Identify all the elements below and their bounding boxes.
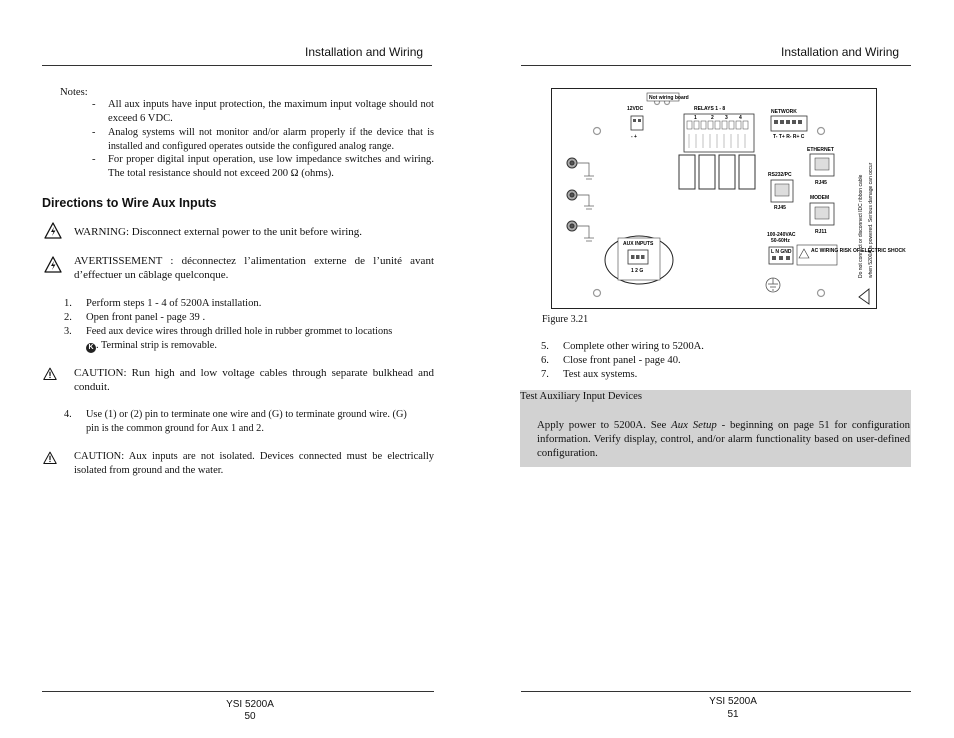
step-number: 4.	[64, 409, 72, 420]
note-dash: -	[92, 127, 96, 138]
figure-label-modem: MODEM	[810, 195, 830, 201]
step-item	[64, 311, 434, 325]
location-marker-k: K	[86, 343, 96, 353]
right-page-number: 51	[727, 709, 739, 720]
notes-label: Notes:	[60, 87, 88, 98]
figure-label-hazard: AC WIRING RISK OF ELECTRIC SHOCK	[811, 248, 906, 254]
caution-icon	[43, 451, 57, 465]
figure-label-power: 100-240VAC	[767, 232, 796, 238]
figure-label-aux-pins: 1 2 G	[631, 268, 644, 274]
section-title: Directions to Wire Aux Inputs	[42, 196, 217, 210]
figure-label-rj45-rs232: RJ45	[774, 205, 786, 211]
step-number: 5.	[541, 341, 549, 352]
figure-ribbon-warning-line2: when 5200A is powered. Serious damage can occur	[868, 162, 874, 278]
step-number: 6.	[541, 355, 549, 366]
figure-label-rj45-ethernet: RJ45	[815, 180, 827, 186]
caution-cables: CAUTION: Run high and low voltage cables through separate bulkhead and conduit.	[74, 367, 434, 393]
test-box-title: Test Auxiliary Input Devices	[520, 391, 642, 402]
step-number: 1.	[64, 298, 72, 309]
note-item	[92, 126, 434, 154]
step-text: Close front panel - page 40.	[563, 355, 681, 366]
caution-isolation: CAUTION: Aux inputs are not isolated. Devices connected must be electrically isolated from ground and the water.	[74, 451, 434, 476]
test-aux-box	[520, 390, 911, 467]
step-text-continued: . Terminal strip is removable.	[96, 340, 217, 351]
caution-icon	[43, 367, 57, 381]
figure-label-rs232: RS232/PC	[768, 172, 792, 178]
step-number: 2.	[64, 312, 72, 323]
wiring-board-figure	[551, 88, 906, 309]
left-running-header: Installation and Wiring	[305, 45, 424, 59]
right-header-rule	[521, 65, 911, 66]
step-item	[64, 297, 434, 311]
figure-label-power-freq: 50-60Hz	[771, 238, 790, 244]
step-item	[64, 325, 434, 353]
note-item	[92, 98, 434, 126]
note-text: All aux inputs have input protection, the maximum input voltage should not exceed 6 VDC.	[108, 99, 434, 124]
right-footer-model: YSI 5200A	[709, 696, 757, 707]
left-page-number: 50	[244, 711, 256, 722]
figure-ribbon-warning-line1: Do not connect or disconnect IDC ribbon cable	[858, 174, 864, 278]
figure-label-12vdc-polarity: - +	[631, 134, 637, 140]
step-number: 7.	[541, 369, 549, 380]
step-item	[541, 368, 901, 382]
test-box-text: Apply power to 5200A. See Aux Setup - beginning on page 51 for configuration information. Verify display, control, and/or alarm functionality based on user-defined configuration.	[537, 419, 910, 459]
right-footer-rule	[521, 691, 911, 692]
figure-relay-number: 1	[694, 115, 697, 121]
warning-french: AVERTISSEMENT : déconnectez l’alimentation externe de l’unité avant d’effectuer un câblage quelconque.	[74, 255, 434, 281]
note-text: Analog systems will not monitor and/or alarm properly if the device that is installed and configured operates outside the configured analog range.	[108, 127, 434, 152]
left-header-rule	[42, 65, 432, 66]
note-dash: -	[92, 154, 96, 165]
figure-label-relays: RELAYS 1 - 8	[694, 106, 726, 112]
figure-label-network-pins: T- T+ R- R+ C	[773, 134, 805, 140]
figure-label-top: Not wiring board	[649, 95, 689, 101]
left-footer-model: YSI 5200A	[226, 699, 274, 710]
left-footer-rule	[42, 691, 434, 692]
step-text: Complete other wiring to 5200A.	[563, 341, 704, 352]
step-item	[64, 408, 434, 436]
note-item	[92, 153, 434, 181]
step-text: Use (1) or (2) pin to terminate one wire and (G) to terminate ground wire. (G) pin is the common ground for Aux 1 and 2.	[86, 409, 407, 434]
aux-setup-reference: Aux Setup	[671, 419, 717, 431]
figure-label-power-pins: L N GND	[771, 249, 792, 255]
note-text: For proper digital input operation, use low impedance switches and wiring. The total resistance should not exceed 200 Ω (ohms).	[108, 154, 434, 179]
figure-relay-number: 3	[725, 115, 728, 121]
figure-label-12vdc: 12VDC	[627, 106, 644, 112]
step-item	[541, 340, 901, 354]
figure-label-ethernet: ETHERNET	[807, 147, 834, 153]
figure-caption: Figure 3.21	[542, 314, 589, 325]
step-item	[541, 354, 901, 368]
electrical-warning-icon	[44, 222, 62, 240]
note-dash: -	[92, 99, 96, 110]
figure-label-rj11: RJ11	[815, 229, 827, 235]
warning-english: WARNING: Disconnect external power to the unit before wiring.	[74, 226, 363, 238]
right-running-header: Installation and Wiring	[781, 45, 900, 59]
figure-label-network: NETWORK	[771, 109, 797, 115]
step-text: Test aux systems.	[563, 369, 638, 380]
figure-relay-number: 2	[711, 115, 714, 121]
step-number: 3.	[64, 326, 72, 337]
figure-label-aux-inputs: AUX INPUTS	[623, 241, 654, 247]
step-text: Feed aux device wires through drilled hole in rubber grommet to locations	[86, 326, 393, 337]
step-text: Perform steps 1 - 4 of 5200A installation.	[86, 298, 262, 309]
step-text: Open front panel - page 39 .	[86, 312, 206, 323]
electrical-warning-icon	[44, 256, 62, 274]
figure-relay-number: 4	[739, 115, 742, 121]
